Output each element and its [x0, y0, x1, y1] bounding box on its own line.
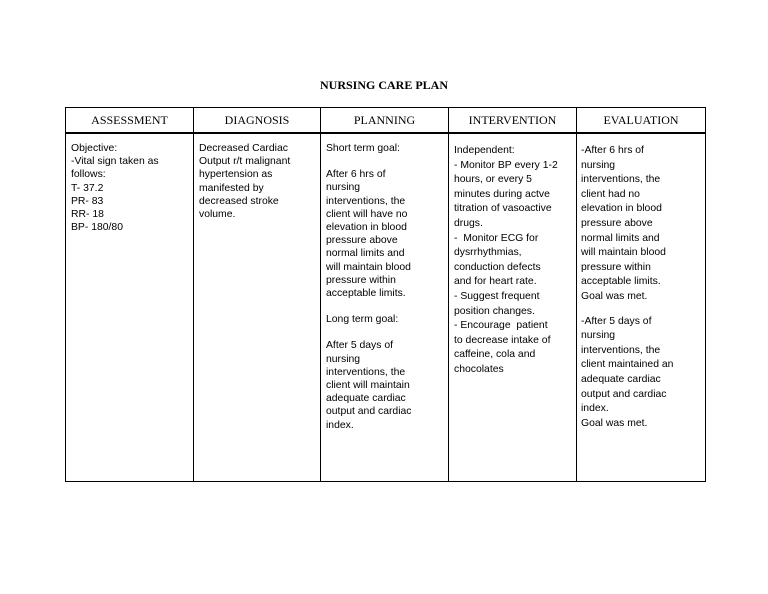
long-term-goal-heading: Long term goal: — [326, 314, 399, 326]
diagnosis-line: volume. — [199, 209, 236, 221]
diagnosis-line: decreased stroke — [199, 195, 279, 207]
short-term-goal-line: acceptable limits. — [326, 288, 406, 300]
header-evaluation: EVALUATION — [577, 108, 706, 134]
long-term-goal-line: interventions, the — [326, 366, 406, 378]
intervention-line: drugs. — [454, 217, 483, 229]
content-row — [66, 133, 706, 482]
evaluation-line: normal limits and — [581, 232, 660, 244]
intervention-line: minutes during actve — [454, 188, 550, 200]
evaluation-line: output and cardiac — [581, 388, 667, 400]
diagnosis-cell — [194, 133, 321, 482]
evaluation-line: acceptable limits. — [581, 276, 661, 288]
planning-cell — [321, 133, 449, 482]
evaluation-line: will maintain blood — [581, 247, 666, 259]
intervention-line: position changes. — [454, 305, 535, 317]
evaluation-line: Goal was met. — [581, 290, 648, 302]
short-term-goal-line: client will have no — [326, 208, 408, 220]
intervention-line: Independent: — [454, 145, 515, 156]
assessment-line: Objective: — [71, 143, 118, 154]
evaluation-line: elevation in blood — [581, 203, 662, 215]
intervention-line: hours, or every 5 — [454, 174, 532, 186]
assessment-line: RR- 18 — [71, 209, 104, 221]
evaluation-line: client maintained an — [581, 359, 674, 371]
long-term-goal-line: After 5 days of — [326, 340, 393, 352]
care-plan-table — [65, 107, 706, 482]
short-term-goal-line: After 6 hrs of — [326, 169, 386, 181]
short-term-goal-line: pressure within — [326, 274, 396, 286]
evaluation-line: nursing — [581, 159, 616, 171]
intervention-line: - Monitor BP every 1-2 — [454, 159, 558, 171]
header-row — [66, 108, 706, 134]
long-term-goal-line: output and cardiac — [326, 406, 412, 418]
evaluation-line: -After 5 days of — [581, 315, 652, 327]
evaluation-line: pressure within — [581, 261, 651, 273]
assessment-line: BP- 180/80 — [71, 222, 123, 234]
evaluation-line: index. — [581, 403, 609, 415]
diagnosis-line: manifested by — [199, 182, 264, 194]
intervention-line: - Monitor ECG for — [454, 232, 539, 244]
evaluation-line: adequate cardiac — [581, 373, 661, 385]
intervention-line: - Suggest frequent — [454, 290, 540, 302]
header-intervention: INTERVENTION — [449, 108, 577, 134]
header-diagnosis: DIAGNOSIS — [194, 108, 321, 134]
assessment-line: PR- 83 — [71, 195, 104, 207]
long-term-goal-line: client will maintain — [326, 380, 410, 392]
evaluation-line: interventions, the — [581, 174, 661, 186]
evaluation-cell — [577, 133, 706, 482]
assessment-line: T- 37.2 — [71, 182, 104, 194]
short-term-goal-line: will maintain blood — [326, 261, 411, 273]
document-title: NURSING CARE PLAN — [319, 78, 448, 92]
short-term-goal-heading: Short term goal: — [326, 143, 400, 154]
intervention-line: titration of vasoactive — [454, 203, 552, 215]
diagnosis-line: hypertension as — [199, 169, 273, 181]
evaluation-line: client had no — [581, 188, 640, 200]
short-term-goal-line: interventions, the — [326, 195, 406, 207]
assessment-cell — [66, 133, 194, 482]
short-term-goal-line: elevation in blood — [326, 222, 407, 234]
assessment-line: follows: — [71, 169, 106, 181]
evaluation-line: pressure above — [581, 217, 653, 229]
evaluation-line: Goal was met. — [581, 417, 648, 429]
assessment-line: -Vital sign taken as — [71, 156, 159, 168]
evaluation-line: nursing — [581, 330, 616, 342]
evaluation-line: -After 6 hrs of — [581, 145, 644, 156]
intervention-cell — [449, 133, 577, 482]
intervention-line: chocolates — [454, 363, 504, 375]
short-term-goal-line: nursing — [326, 182, 361, 194]
header-assessment: ASSESSMENT — [66, 108, 194, 134]
intervention-line: caffeine, cola and — [454, 349, 536, 361]
short-term-goal-line: pressure above — [326, 235, 398, 247]
intervention-line: and for heart rate. — [454, 276, 537, 288]
evaluation-line: interventions, the — [581, 344, 661, 356]
short-term-goal-line: normal limits and — [326, 248, 405, 260]
intervention-line: conduction defects — [454, 261, 541, 273]
long-term-goal-line: adequate cardiac — [326, 393, 406, 405]
long-term-goal-line: index. — [326, 419, 354, 431]
diagnosis-line: Output r/t malignant — [199, 156, 291, 168]
long-term-goal-line: nursing — [326, 353, 361, 365]
header-planning: PLANNING — [321, 108, 449, 134]
intervention-line: - Encourage patient — [454, 320, 548, 332]
diagnosis-line: Decreased Cardiac — [199, 143, 288, 154]
intervention-line: to decrease intake of — [454, 334, 551, 346]
intervention-line: dysrrhythmias, — [454, 247, 522, 259]
